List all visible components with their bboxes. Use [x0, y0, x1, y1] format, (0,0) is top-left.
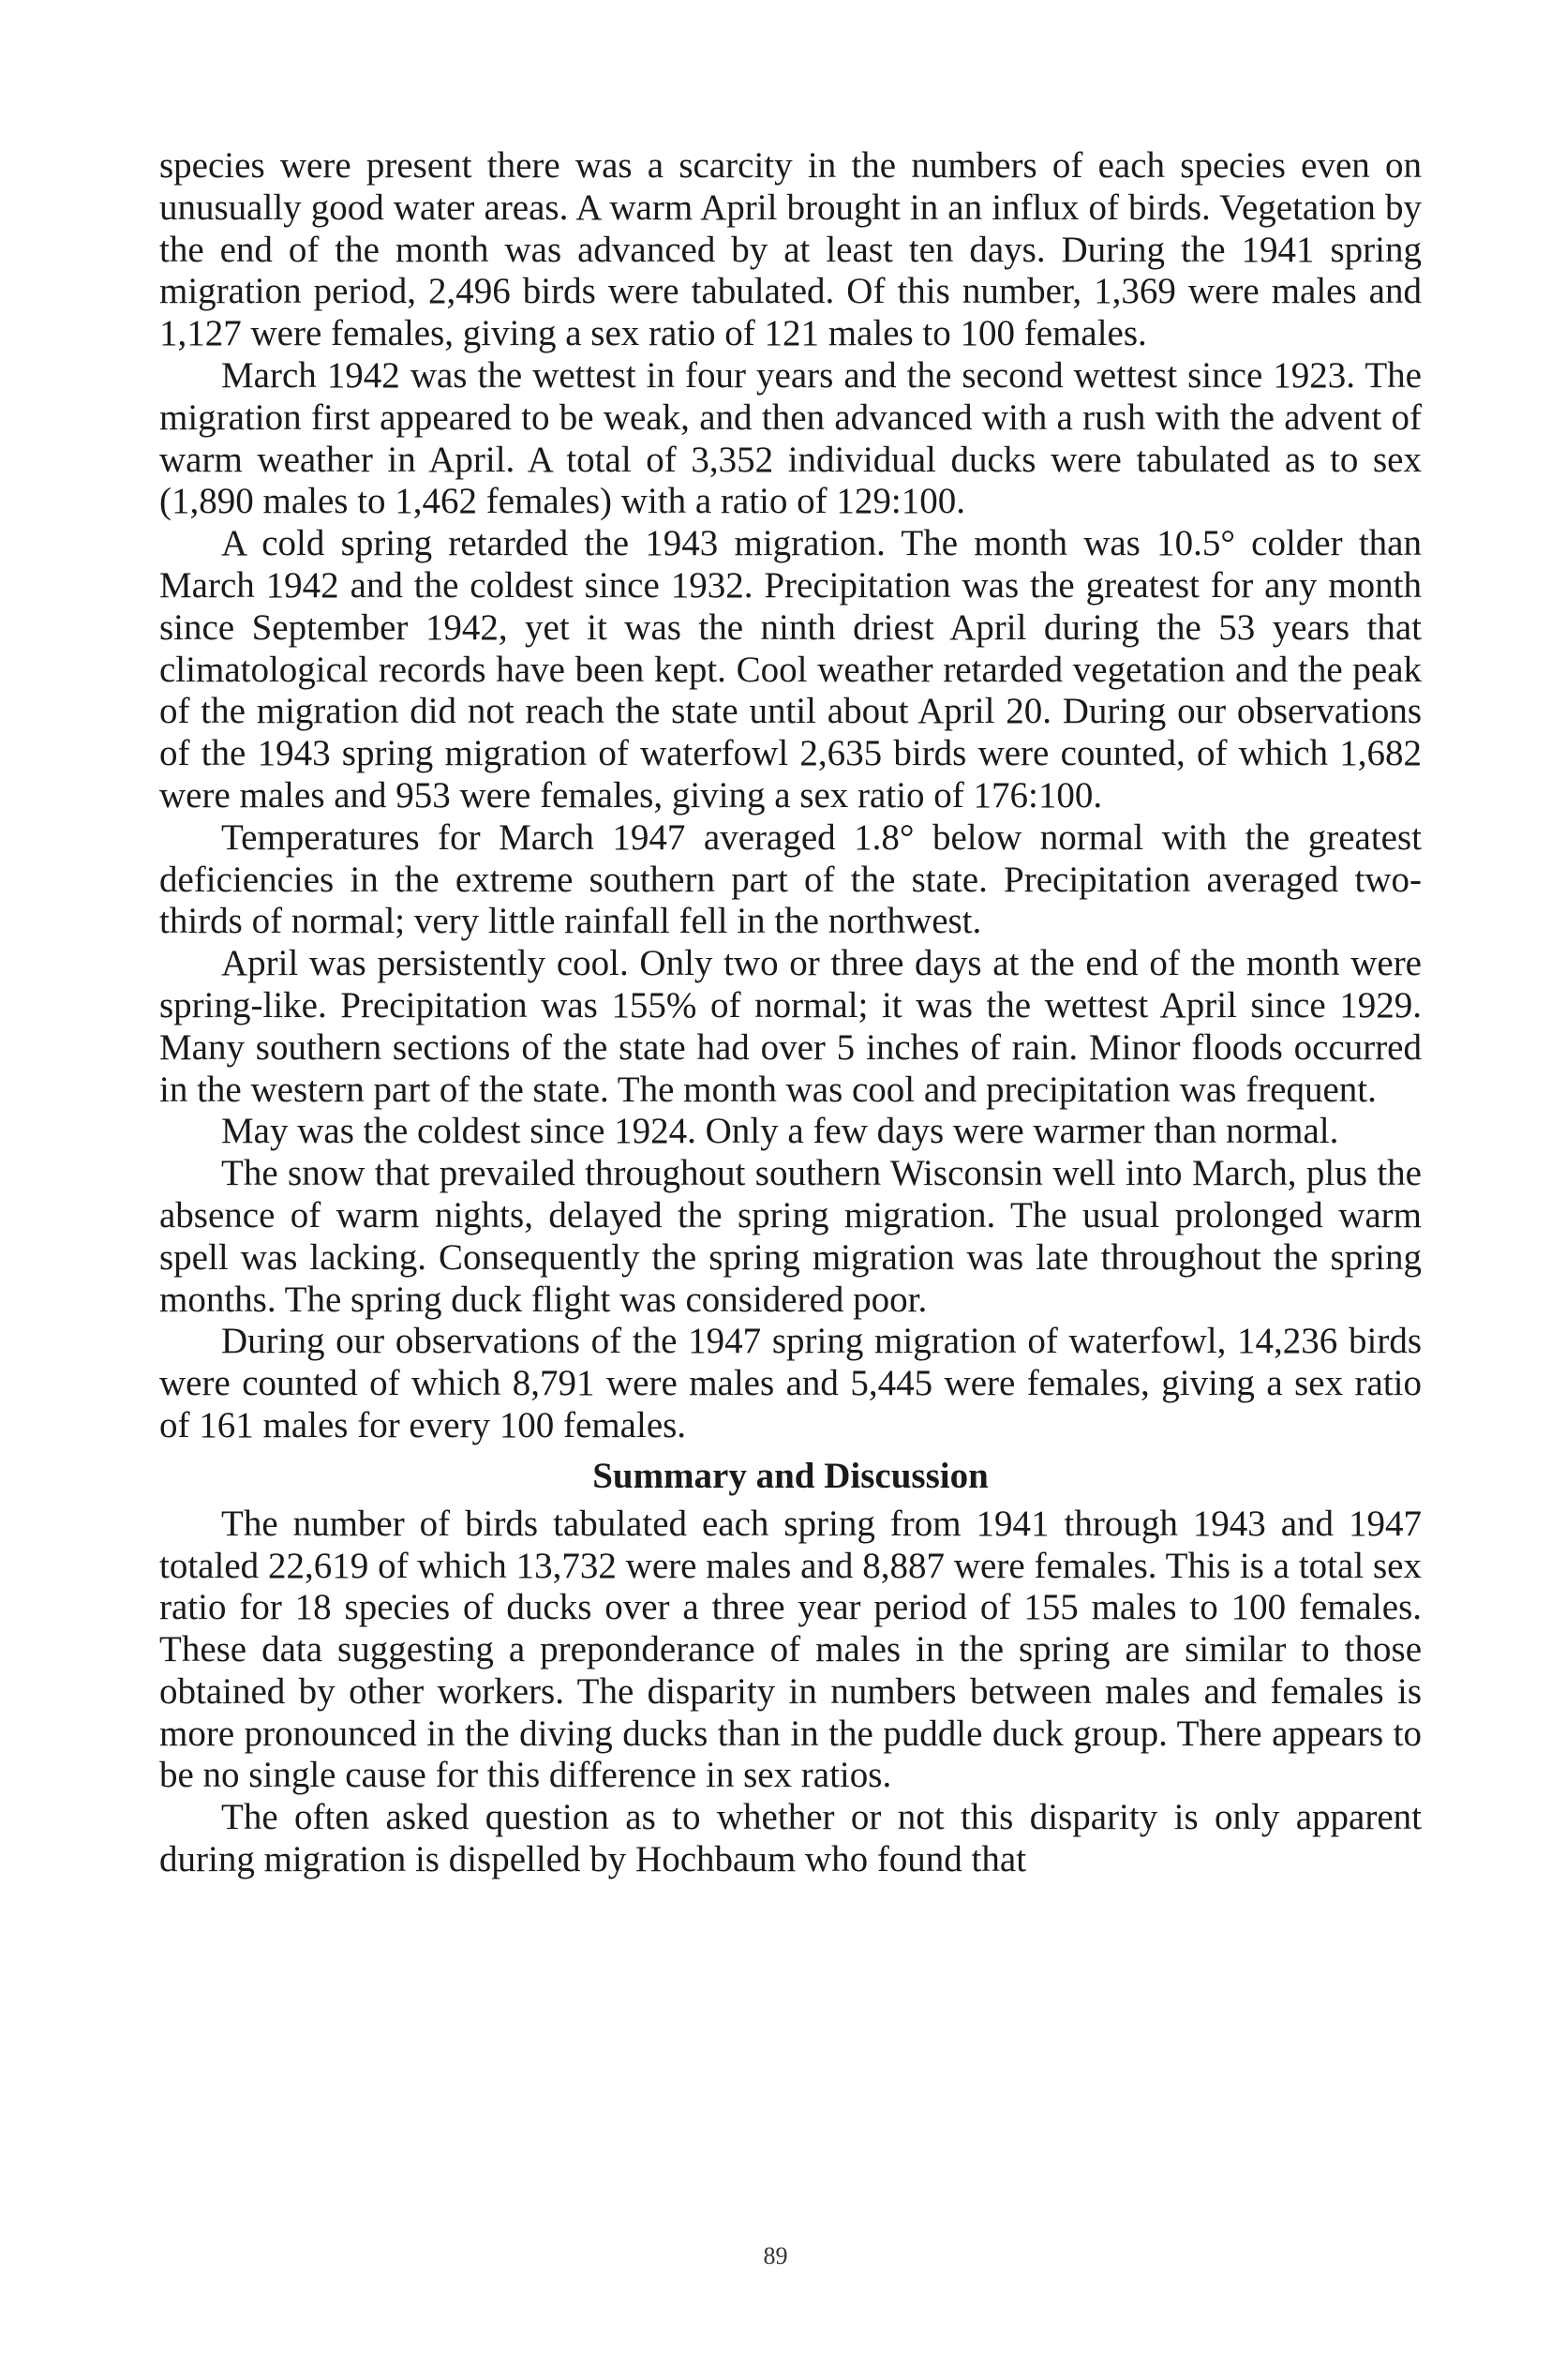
paragraph-april-1947: April was persistently cool. Only two or three days at the end of the month were spring-like. Precipitation was 155% of normal; it was the wettest April since 1929. Many southern sections of the state had over 5 inches of rain. Minor floods occurred in the western part of the state. The month was cool and precipitation was frequent.: [159, 943, 1422, 1110]
body-text: [159, 145, 1422, 1881]
paragraph-1943-migration: A cold spring retarded the 1943 migration. The month was 10.5° colder than March 1942 and the coldest since 1932. Precipitation was the greatest for any month since September 1942, yet it was the ninth driest April during the 53 years that climatological records have been kept. Cool weather retarded vegetation and the peak of the migration did not reach the state until about April 20. During our observations of the 1943 spring migration of waterfowl 2,635 birds were counted, of which 1,682 were males and 953 were females, giving a sex ratio of 176:100.: [159, 523, 1422, 816]
paragraph-march-1947: Temperatures for March 1947 averaged 1.8° below normal with the greatest deficiencies in the extreme southern part of the state. Precipitation averaged two-thirds of normal; very little rainfall fell in the northwest.: [159, 816, 1422, 942]
paragraph-snow-1947: The snow that prevailed throughout southern Wisconsin well into March, plus the absence of warm nights, delayed the spring migration. The usual prolonged warm spell was lacking. Consequently the spring migration was late throughout the spring months. The spring duck flight was considered poor.: [159, 1153, 1422, 1320]
paragraph-1942-migration: March 1942 was the wettest in four years and the second wettest since 1923. The migration first appeared to be weak, and then advanced with a rush with the advent of warm weather in April. A total of 3,352 individual ducks were tabulated as to sex (1,890 males to 1,462 females) with a ratio of 129:100.: [159, 354, 1422, 522]
section-heading: Summary and Discussion: [592, 1455, 989, 1496]
paragraph-summary-hochbaum: The often asked question as to whether or not this disparity is only apparent during migration is dispelled by Hochbaum who found that: [159, 1797, 1422, 1880]
page-number: 89: [763, 2242, 788, 2269]
paragraph-summary-totals: The number of birds tabulated each spring from 1941 through 1943 and 1947 totaled 22,619 of which 13,732 were males and 8,887 were females. This is a total sex ratio for 18 species of ducks over a three year period of 155 males to 100 females. These data suggesting a preponderance of males in the spring are similar to those obtained by other workers. The disparity in numbers between males and females is more pronounced in the diving ducks than in the puddle duck group. There appears to be no single cause for this difference in sex ratios.: [159, 1503, 1422, 1796]
paragraph-1941-migration: species were present there was a scarcity in the numbers of each species even on unusually good water areas. A warm April brought in an influx of birds. Vegetation by the end of the month was advanced by at least ten days. During the 1941 spring migration period, 2,496 birds were tabulated. Of this number, 1,369 were males and 1,127 were females, giving a sex ratio of 121 males to 100 females.: [159, 145, 1422, 354]
paragraph-1947-migration: During our observations of the 1947 spring migration of waterfowl, 14,236 birds were counted of which 8,791 were males and 5,445 were females, giving a sex ratio of 161 males for every 100 females.: [159, 1321, 1422, 1445]
paragraph-may-1947: May was the coldest since 1924. Only a few days were warmer than normal.: [221, 1111, 1339, 1152]
